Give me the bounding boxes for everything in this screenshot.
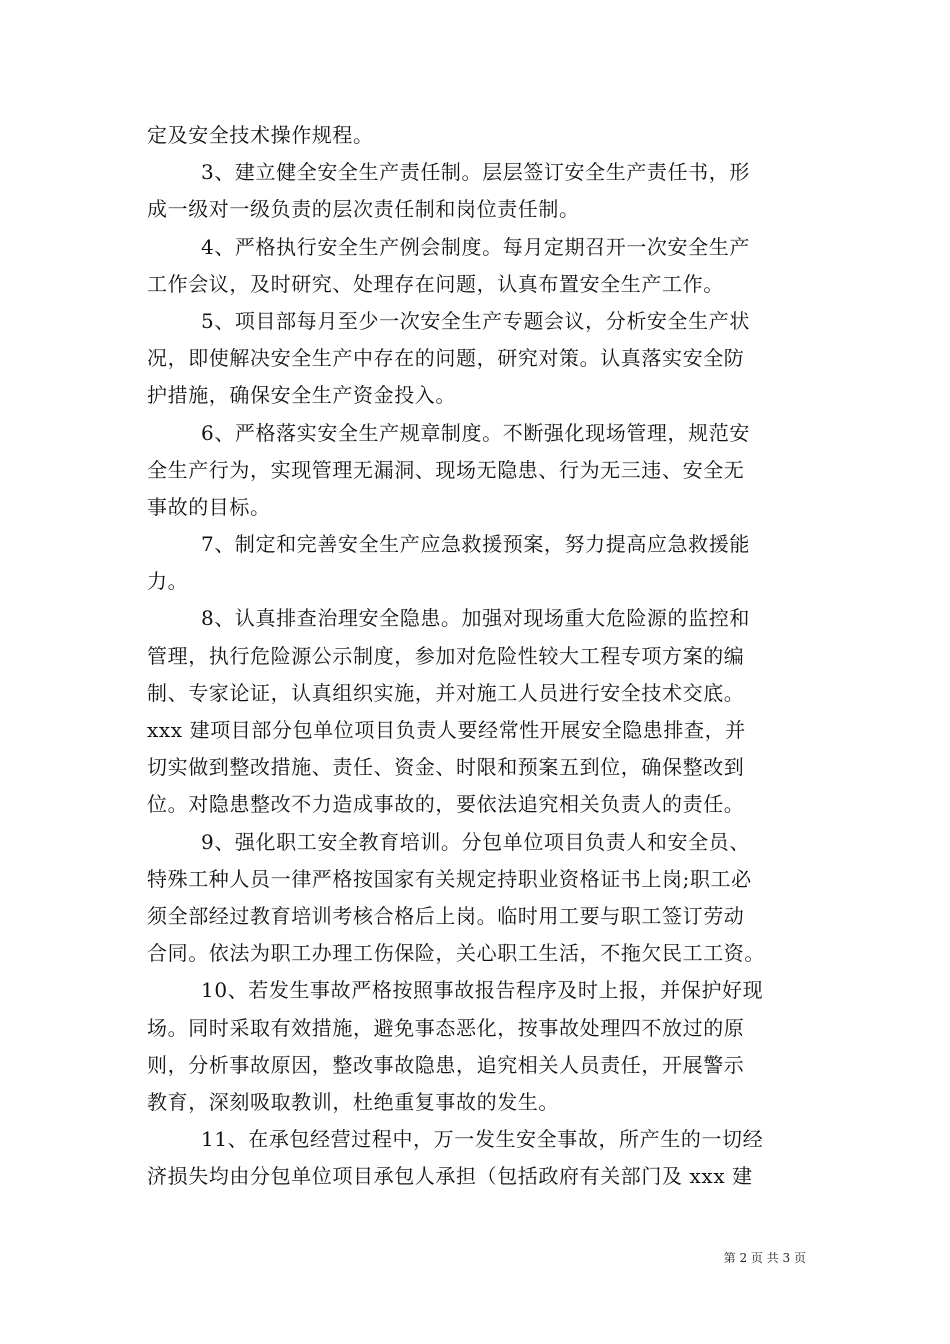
text-line: 成一级对一级负责的层次责任制和岗位责任制。	[147, 197, 580, 222]
text-line: 全生产行为，实现管理无漏洞、现场无隐患、行为无三违、安全无	[147, 457, 745, 482]
text-line: 切实做到整改措施、责任、资金、时限和预案五到位，确保整改到	[147, 755, 745, 780]
text-line: 力。	[147, 569, 189, 594]
text-line: 场。同时采取有效措施，避免事态恶化，按事故处理四不放过的原	[147, 1015, 745, 1040]
text-line: 5、项目部每月至少一次安全生产专题会议，分析安全生产状	[201, 308, 750, 333]
text-line: 管理，执行危险源公示制度，参加对危险性较大工程专项方案的编	[147, 643, 745, 668]
text-line: 4、严格执行安全生产例会制度。每月定期召开一次安全生产	[201, 234, 750, 259]
text-line: 工作会议，及时研究、处理存在问题，认真布置安全生产工作。	[147, 271, 724, 296]
text-line: 9、强化职工安全教育培训。分包单位项目负责人和安全员、	[201, 829, 750, 854]
text-line: 定及安全技术操作规程。	[147, 123, 374, 147]
page-number: 第 2 页 共 3 页	[723, 1251, 806, 1265]
text-line: 教育，深刻吸取教训，杜绝重复事故的发生。	[147, 1089, 559, 1114]
text-line: 合同。依法为职工办理工伤保险，关心职工生活，不拖欠民工工资。	[147, 941, 765, 966]
document-body	[147, 117, 807, 1195]
text-line: 济损失均由分包单位项目承包人承担（包括政府有关部门及 xxx 建	[147, 1164, 753, 1189]
text-line: 3、建立健全安全生产责任制。层层签订安全生产责任书，形	[201, 160, 750, 185]
text-line: 事故的目标。	[147, 494, 271, 519]
text-line: 7、制定和完善安全生产应急救援预案，努力提高应急救援能	[201, 532, 750, 557]
text-line: 须全部经过教育培训考核合格后上岗。临时用工要与职工签订劳动	[147, 903, 745, 928]
text-line: 护措施，确保安全生产资金投入。	[147, 383, 456, 408]
text-line: 制、专家论证，认真组织实施，并对施工人员进行安全技术交底。	[147, 680, 745, 705]
text-line: 特殊工种人员一律严格按国家有关规定持职业资格证书上岗;职工必	[147, 866, 752, 891]
text-line: 11、在承包经营过程中，万一发生安全事故，所产生的一切经	[201, 1127, 764, 1152]
text-line: 位。对隐患整改不力造成事故的，要依法追究相关负责人的责任。	[147, 792, 745, 817]
text-line: 10、若发生事故严格按照事故报告程序及时上报，并保护好现	[201, 978, 764, 1003]
text-line: 则，分析事故原因，整改事故隐患，追究相关人员责任，开展警示	[147, 1052, 745, 1077]
text-line: xxx 建项目部分包单位项目负责人要经常性开展安全隐患排查，并	[147, 718, 746, 742]
text-line: 况，即使解决安全生产中存在的问题，研究对策。认真落实安全防	[147, 346, 745, 371]
text-line: 8、认真排查治理安全隐患。加强对现场重大危险源的监控和	[201, 606, 750, 631]
text-line: 6、严格落实安全生产规章制度。不断强化现场管理，规范安	[201, 420, 750, 445]
